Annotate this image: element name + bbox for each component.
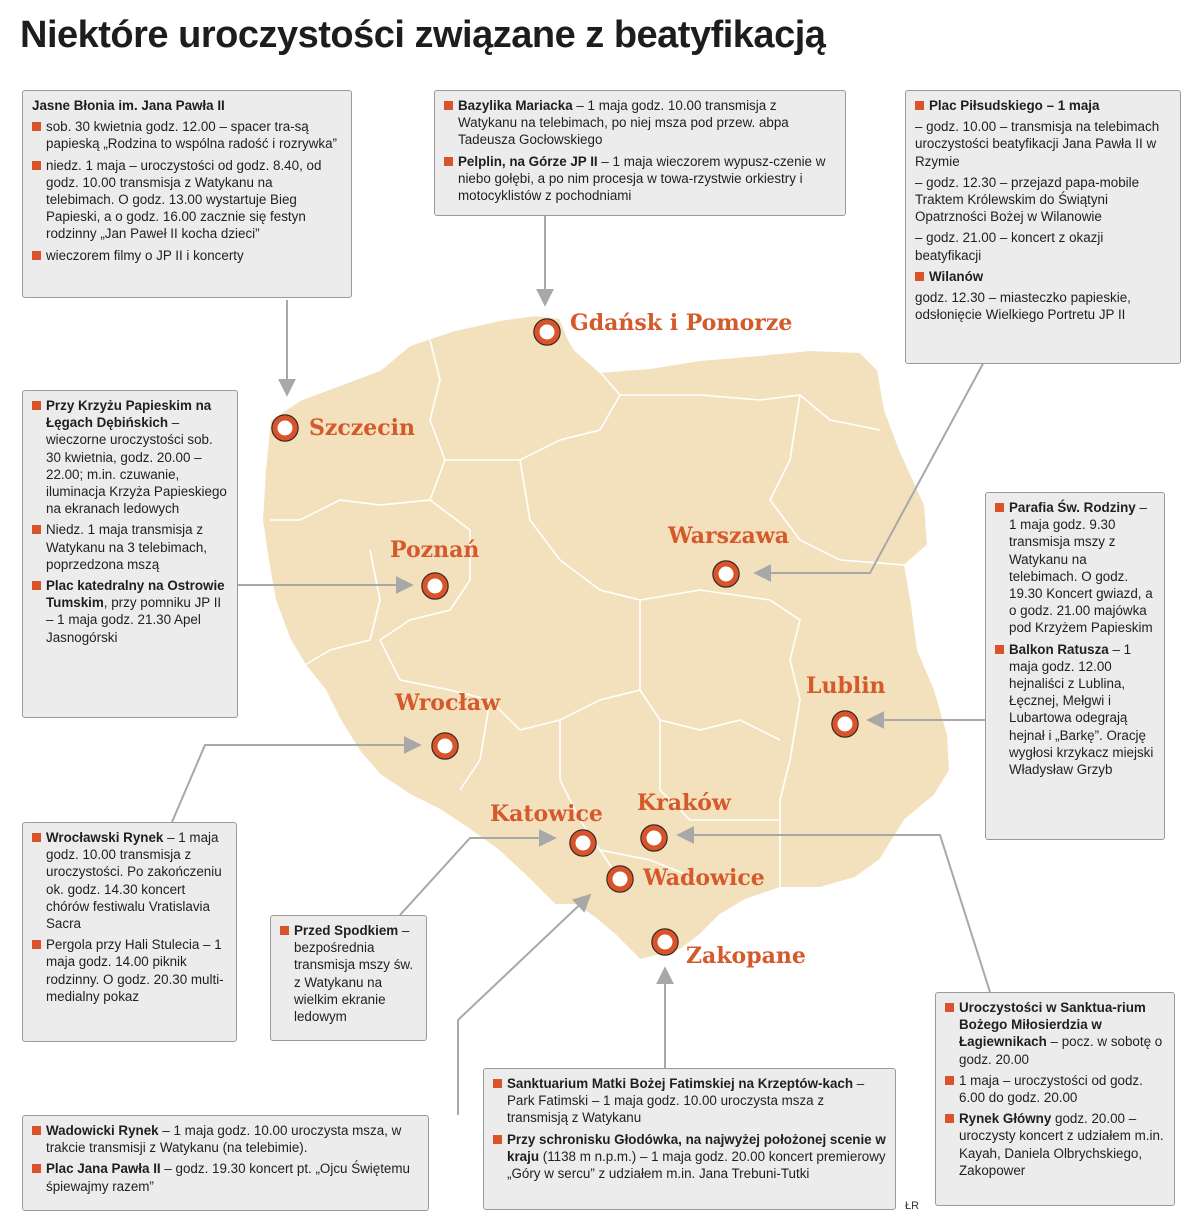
info-box-gdansk [434,90,846,216]
entry-text: – 1 maja godz. 10.00 uroczysta msza, w trakcie transmisji z Watykanu (na telebimie). [46,1123,402,1156]
info-box-katowice [270,915,427,1041]
entry-heading: Przed Spodkiem [294,923,399,938]
city-label-krakow: Kraków [637,790,731,816]
box-entry [945,999,1166,1068]
box-entry [32,577,229,646]
square-bullet-icon [493,1079,502,1088]
square-bullet-icon [32,581,41,590]
entry-heading: Przy Krzyżu Papieskim na Łęgach Dębińskich [46,398,212,431]
marker-wroclaw [432,733,458,759]
square-bullet-icon [32,401,41,410]
square-bullet-icon [915,101,924,110]
box-entry [915,289,1172,323]
entry-text: – godz. 21.00 – koncert z okazji beatyfikacji [915,230,1104,263]
info-box-parafia [985,492,1165,840]
info-box-wadowice [22,1115,429,1211]
square-bullet-icon [915,272,924,281]
city-label-poznan: Poznań [390,537,480,563]
square-bullet-icon [32,833,41,842]
entry-heading: Przy schronisku Głodówka, na najwyżej położonej scenie w kraju [507,1131,886,1164]
box-entry [915,97,1172,114]
entry-text: – 1 maja godz. 9.30 transmisja mszy z Watykanu na telebimach. O godz. 19.30 Koncert gwiazd, a o godz. 21.00 majówka pod Krzyżem Papieskim [1009,500,1153,636]
city-label-wroclaw: Wrocław [395,690,501,716]
entry-heading: Wilanów [929,268,984,284]
entry-text: sob. 30 kwietnia godz. 12.00 – spacer tra-są papieską „Rodzina to wspólna radość i rozrywka” [46,119,338,152]
marker-katowice [570,830,596,856]
info-box-zakopane [483,1068,896,1210]
entry-text: – 1 maja godz. 10.00 transmisja z uroczystości. Po zakończeniu ok. godz. 14.30 koncert chórów festiwalu Vratislavia Sacra [46,830,222,932]
entry-text: – 1 maja wieczorem wypusz-czenie w niebo gołębi, a po nim procesja w towa-rzystwie orkiestry i motocyklistów z pochodniami [458,153,826,204]
box-entry [915,229,1172,263]
entry-text: – godz. 10.00 – transmisja na telebimach uroczystości beatyfikacji Jana Pawła II w Rzymie [915,119,1160,169]
marker-poznan [422,573,448,599]
entry-text: – 1 maja godz. 10.00 transmisja z Watykanu na telebimach, po niej msza pod przew. abpa Tadeusza Gocłowskiego [458,98,789,148]
square-bullet-icon [995,645,1004,654]
entry-text: – wieczorne uroczystości sob. 30 kwietnia, godz. 20.00 – 22.00; m.in. czuwanie, iluminacja Krzyża Papieskiego na ekranach ledowych [46,415,227,517]
poland-outline [262,315,950,960]
box-entry [32,397,229,517]
page-title: Niektóre uroczystości związane z beatyfikacją [20,14,826,56]
city-label-warszawa: Warszawa [668,523,789,549]
entry-text: godz. 12.30 – miasteczko papieskie, odsłonięcie Wielkiego Portretu JP II [915,290,1131,323]
city-label-szczecin: Szczecin [309,415,416,441]
entry-heading: Pelplin, na Górze JP II [458,153,598,169]
entry-text: – godz. 12.30 – przejazd papa-mobile Traktem Królewskim do Świątyni Opatrzności Bożej w Wilanowie [915,174,1140,225]
entry-heading: Wadowicki Rynek [46,1123,159,1138]
marker-krakow [641,825,667,851]
entry-heading: Jasne Błonia im. Jana Pawła II [32,98,225,113]
entry-heading: Bazylika Mariacka [458,98,573,113]
square-bullet-icon [32,525,41,534]
entry-heading: Parafia Św. Rodziny [1009,500,1136,515]
entry-heading: Balkon Ratusza [1009,641,1109,657]
square-bullet-icon [444,157,453,166]
entry-text: Niedz. 1 maja transmisja z Watykanu na 3 telebimach, poprzedzona mszą [46,522,208,572]
square-bullet-icon [32,1126,41,1135]
square-bullet-icon [945,1076,954,1085]
entry-text: – pocz. w sobotę o godz. 20.00 [959,1034,1163,1067]
info-box-warszawa-plac [905,90,1181,364]
square-bullet-icon [945,1114,954,1123]
city-label-lublin: Lublin [806,673,886,699]
entry-text: 1 maja – uroczystości od godz. 6.00 do godz. 20.00 [959,1072,1143,1106]
box-entry [444,97,837,149]
box-entry [32,936,228,1005]
box-entry [32,247,343,264]
marker-szczecin [272,415,298,441]
square-bullet-icon [280,926,289,935]
info-box-krakow [935,992,1175,1206]
marker-wadowice [607,866,633,892]
box-entry [995,499,1156,637]
box-entry [280,922,418,1025]
entry-text: – 1 maja godz. 12.00 hejnaliści z Lublina, Łęcznej, Mełgwi i Lubartowa odegrają hejnał i „Barkę”. Orację wygłosi krzykacz miejski Władysław Grzyb [1009,641,1154,778]
entry-text: – Park Fatimski – 1 maja godz. 10.00 uroczysta msza z transmisją z Watykanu [507,1076,865,1126]
entry-heading: Rynek Główny [959,1111,1052,1127]
info-box-szczecin [22,390,238,718]
box-entry [32,157,343,243]
author-credit: ŁR [905,1200,920,1212]
entry-heading: Uroczystości w Sanktua-rium Bożego Miłosierdzia w Łagiewnikach [959,1000,1146,1050]
city-label-wadowice: Wadowice [643,865,765,891]
box-entry [493,1075,887,1127]
entry-heading: Plac katedralny na Ostrowie Tumskim [46,578,225,611]
box-entry [915,174,1172,226]
box-entry [995,641,1156,779]
square-bullet-icon [444,101,453,110]
box-entry [32,118,343,152]
city-label-katowice: Katowice [490,801,603,827]
box-entry [493,1131,887,1183]
box-entry [32,97,343,114]
box-entry [945,1072,1166,1106]
info-box-wroclaw [22,822,237,1042]
entry-text: – bezpośrednia transmisja mszy św. z Watykanu na wielkim ekranie ledowym [294,923,414,1025]
entry-text: godz. 20.00 – uroczysty koncert z udziałem m.in. Kayah, Daniela Olbrychskiego, Zakopower [959,1111,1164,1178]
square-bullet-icon [32,251,41,260]
box-entry [32,521,229,573]
entry-heading: Sanktuarium Matki Bożej Fatimskiej na Krzeptów-kach [507,1076,854,1091]
square-bullet-icon [32,940,41,949]
entry-text: (1138 m n.p.m.) – 1 maja godz. 20.00 koncert premierowy „Góry w sercu” z udziałem m.in. Jana Trebuni-Tutki [507,1148,886,1182]
marker-gdansk [534,319,560,345]
box-entry [945,1110,1166,1179]
square-bullet-icon [32,1164,41,1173]
marker-warszawa [713,561,739,587]
box-entry [32,829,228,932]
box-entry [32,1122,420,1156]
entry-text: Pergola przy Hali Stulecia – 1 maja godz. 14.00 piknik rodzinny. O godz. 20.30 multi-medialny pokaz [46,937,224,1004]
square-bullet-icon [945,1003,954,1012]
box-entry [32,1160,420,1194]
city-label-gdansk: Gdańsk i Pomorze [570,310,793,336]
entry-text: niedz. 1 maja – uroczystości od godz. 8.40, od godz. 10.00 transmisja z Watykanu na telebimach. O godz. 13.00 wystartuje Bieg Papieski, a o godz. 16.00 zacznie się festyn rodzinny „Jan Paweł II kocha dzieci” [46,157,322,242]
entry-text: wieczorem filmy o JP II i koncerty [46,247,244,263]
square-bullet-icon [32,161,41,170]
square-bullet-icon [995,503,1004,512]
city-label-zakopane: Zakopane [686,943,806,969]
box-entry [915,268,1172,285]
box-entry [444,153,837,205]
marker-lublin [832,711,858,737]
entry-text: , przy pomniku JP II – 1 maja godz. 21.30 Apel Jasnogórski [46,595,222,645]
entry-heading: Plac Jana Pawła II [46,1161,161,1177]
marker-zakopane [652,929,678,955]
square-bullet-icon [493,1135,502,1144]
entry-text: – godz. 19.30 koncert pt. „Ojcu Świętemu śpiewajmy razem” [46,1161,410,1194]
square-bullet-icon [32,122,41,131]
entry-heading: Plac Piłsudskiego – 1 maja [929,98,1100,113]
entry-heading: Wrocławski Rynek [46,830,164,845]
box-entry [915,118,1172,170]
info-box-jasne-blonia [22,90,352,298]
